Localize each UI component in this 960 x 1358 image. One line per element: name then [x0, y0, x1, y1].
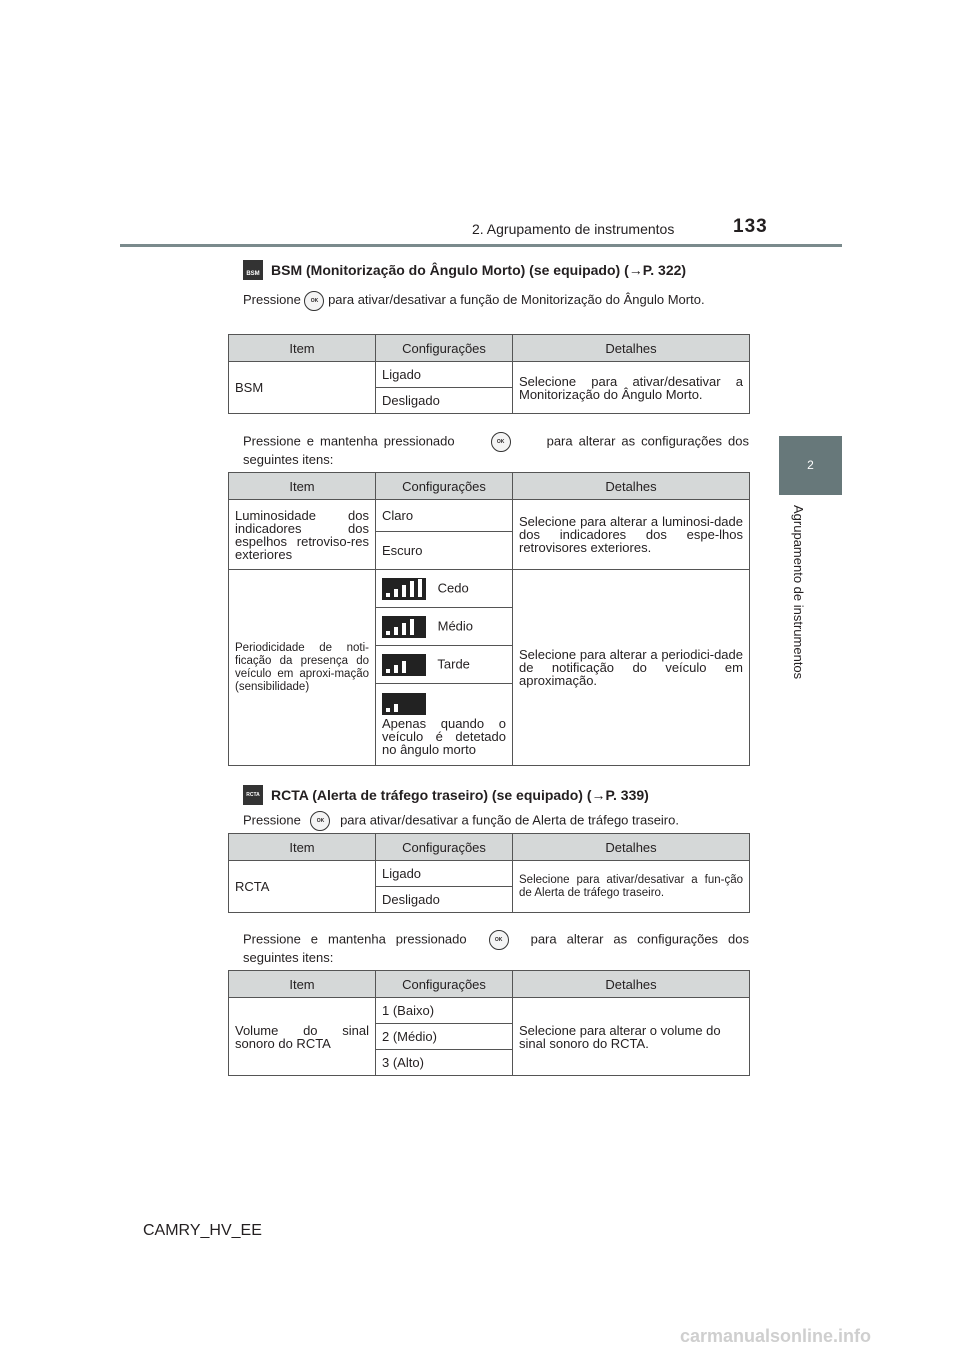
header-settings: Configurações [376, 335, 513, 362]
sensitivity-bars-icon [382, 654, 426, 676]
header-item: Item [229, 971, 376, 998]
header-settings: Configurações [376, 834, 513, 861]
rcta-para2-before: Pressione e mantenha pressionado [243, 931, 467, 947]
header-item: Item [229, 335, 376, 362]
option-label: Tarde [437, 655, 470, 671]
bsm-para2-before: Pressione e mantenha pressionado [243, 433, 455, 449]
table-cell-option [376, 570, 513, 608]
table-cell-option: Escuro [376, 532, 513, 570]
bsm-para1-before: Pressione [243, 292, 301, 307]
table-cell-option: 3 (Alto) [376, 1050, 513, 1076]
bsm-table-1 [228, 334, 750, 414]
table-cell-option: Desligado [376, 887, 513, 913]
header-settings: Configurações [376, 971, 513, 998]
header-details: Detalhes [513, 335, 750, 362]
bsm-title-text: BSM (Monitorização do Ângulo Morto) (se equipado) (→P. 322) [271, 262, 687, 278]
side-tab: 2 [779, 436, 842, 495]
rcta-table-2 [228, 970, 750, 1076]
table-cell-details: Selecione para alterar o volume do sinal sonoro do RCTA. [513, 998, 750, 1076]
bsm-para1-after: para ativar/desativar a função de Monitorização do Ângulo Morto. [328, 292, 705, 307]
bsm-para2-after: para alterar as configurações dos seguintes itens: [243, 433, 749, 467]
ok-button-icon: OK [310, 811, 330, 831]
header-details: Detalhes [513, 834, 750, 861]
table-cell-option: 1 (Baixo) [376, 998, 513, 1024]
option-label: Médio [437, 617, 474, 633]
header-details: Detalhes [513, 971, 750, 998]
rcta-table-1 [228, 833, 750, 913]
header-title: 2. Agrupamento de instrumentos [472, 221, 675, 237]
table-cell-item: RCTA [229, 861, 376, 913]
header-item: Item [229, 834, 376, 861]
ok-button-icon: OK [304, 291, 324, 311]
rcta-icon: RCTA [243, 785, 263, 805]
rcta-para1-before: Pressione [243, 812, 301, 828]
option-label: Cedo [437, 579, 469, 595]
bsm-section-title [243, 260, 686, 280]
rcta-paragraph-1 [243, 811, 749, 831]
ok-button-icon: OK [491, 432, 511, 452]
table-cell-option: Ligado [376, 861, 513, 887]
header-item: Item [229, 473, 376, 500]
header-settings: Configurações [376, 473, 513, 500]
table-cell-item: Luminosidade dos indicadores dos espelhos retroviso-res exteriores [229, 500, 376, 570]
option-label: Apenas quando o veículo é detetado no ângulo morto [382, 716, 506, 757]
rcta-title-text: RCTA (Alerta de tráfego traseiro) (se equipado) (→P. 339) [271, 787, 649, 803]
footer-code: CAMRY_HV_EE [143, 1222, 262, 1239]
table-cell-option: Ligado [376, 362, 513, 388]
table-cell-option: 2 (Médio) [376, 1024, 513, 1050]
header-details: Detalhes [513, 473, 750, 500]
table-cell-details: Selecione para ativar/desativar a fun-ção de Alerta de tráfego traseiro. [513, 861, 750, 913]
sensitivity-bars-icon [382, 578, 426, 600]
table-cell-details: Selecione para alterar a periodici-dade de notificação do veículo em aproximação. [513, 570, 750, 766]
table-cell-option: Claro [376, 500, 513, 532]
bsm-paragraph-2 [243, 432, 749, 467]
table-cell-option [376, 646, 513, 684]
watermark: carmanualsonline.info [680, 1326, 872, 1346]
table-cell-item: Periodicidade de noti-ficação da presença do veículo em aproxi-mação (sensibilidade) [229, 570, 376, 766]
rcta-paragraph-2 [243, 930, 749, 965]
table-cell-item: BSM [229, 362, 376, 414]
side-label: Agrupamento de instrumentos [791, 505, 806, 680]
rcta-para2-after: para alterar as configurações dos seguintes itens: [243, 931, 749, 965]
rcta-section-title [243, 785, 649, 805]
ok-button-icon: OK [489, 930, 509, 950]
sensitivity-bars-icon [382, 693, 426, 715]
page-number: 133 [733, 216, 768, 237]
table-cell-details: Selecione para alterar a luminosi-dade dos indicadores dos espe-lhos retrovisores exteriores. [513, 500, 750, 570]
bsm-table-2 [228, 472, 750, 766]
table-cell-option [376, 684, 513, 766]
sensitivity-bars-icon [382, 616, 426, 638]
table-cell-item: Volume do sinal sonoro do RCTA [229, 998, 376, 1076]
table-cell-option [376, 608, 513, 646]
bsm-icon: BSM [243, 260, 263, 280]
rcta-para1-after: para ativar/desativar a função de Alerta de tráfego traseiro. [340, 812, 679, 828]
table-cell-option: Desligado [376, 388, 513, 414]
header-rule [120, 244, 842, 247]
bsm-paragraph-1 [243, 288, 749, 311]
table-cell-details: Selecione para ativar/desativar a Monitorização do Ângulo Morto. [513, 362, 750, 414]
